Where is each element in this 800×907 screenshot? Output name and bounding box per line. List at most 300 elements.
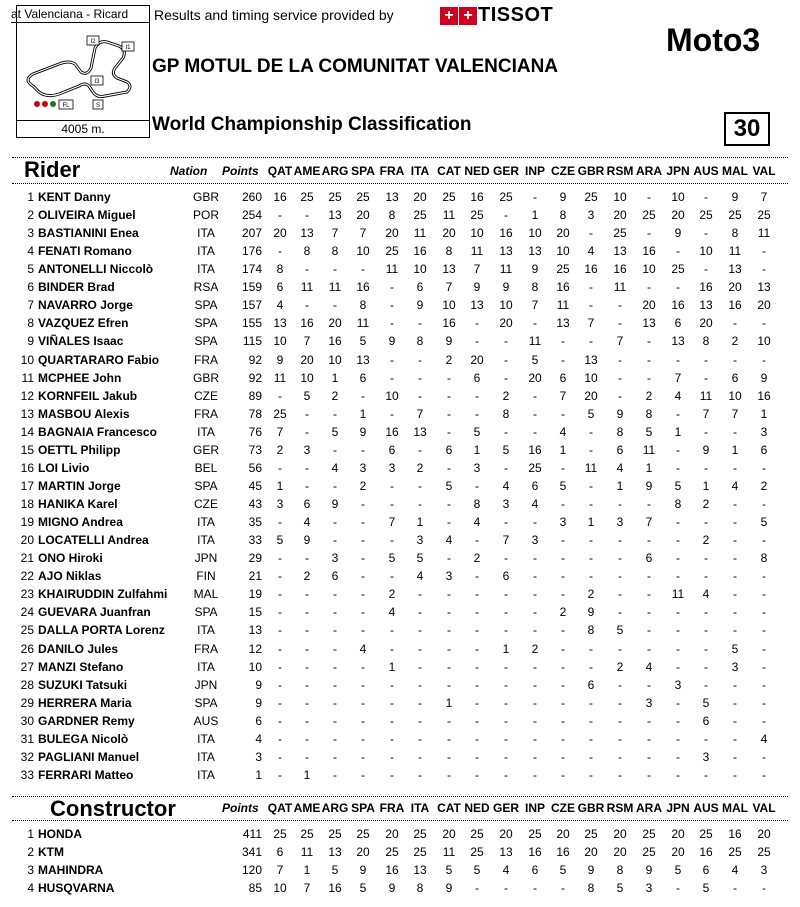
race-result: - xyxy=(278,551,282,566)
circuit-panel xyxy=(11,5,150,138)
race-result: 4 xyxy=(416,569,424,584)
total-points: 411 xyxy=(242,827,262,841)
race-result: - xyxy=(447,731,451,746)
map-label-i2: I2 xyxy=(90,39,96,45)
race-result: - xyxy=(475,569,479,584)
nation: ITA xyxy=(197,226,215,241)
race-result: - xyxy=(533,424,537,439)
race-result: 4 xyxy=(616,460,624,475)
constructor-points-header: Points xyxy=(222,801,259,815)
race-header-mal: MAL xyxy=(722,164,748,178)
race-result: 7 xyxy=(559,388,567,403)
race-result: 16 xyxy=(385,424,399,439)
nation: ITA xyxy=(197,533,215,548)
race-result: 13 xyxy=(757,280,771,295)
race-result: 8 xyxy=(531,280,539,295)
race-result: 25 xyxy=(499,190,513,204)
race-result: - xyxy=(447,587,451,602)
race-result: 20 xyxy=(328,316,342,331)
race-result: 2 xyxy=(531,641,539,656)
table-row xyxy=(0,825,800,843)
race-result: - xyxy=(676,641,680,656)
map-label-s: S xyxy=(95,103,101,109)
nation: FRA xyxy=(194,352,218,367)
race-result: 10 xyxy=(728,388,742,403)
race-result: - xyxy=(733,497,737,512)
race-result: 9 xyxy=(388,334,396,349)
race-result: 13 xyxy=(613,244,627,259)
race-result: - xyxy=(447,370,451,385)
race-result: 4 xyxy=(331,460,339,475)
race-result: 11 xyxy=(528,334,542,349)
race-result: 10 xyxy=(385,388,399,403)
rider-name: ANTONELLI Niccolò xyxy=(38,262,154,277)
total-points: 115 xyxy=(242,334,262,349)
race-result: 6 xyxy=(359,370,367,385)
race-result: 6 xyxy=(587,677,595,692)
divider xyxy=(12,183,788,184)
total-points: 6 xyxy=(255,713,262,728)
race-result: - xyxy=(418,767,422,782)
race-result: - xyxy=(704,352,708,367)
race-result: - xyxy=(676,623,680,638)
race-result: - xyxy=(618,298,622,313)
race-result: 2 xyxy=(331,388,339,403)
total-points: 4 xyxy=(255,731,262,746)
race-result: 9 xyxy=(331,497,339,512)
race-result: - xyxy=(533,881,537,895)
race-result: 5 xyxy=(616,623,624,638)
race-result: 3 xyxy=(760,424,768,439)
race-result: 5 xyxy=(674,863,682,877)
race-result: 5 xyxy=(559,863,567,877)
race-result: 25 xyxy=(556,262,570,277)
race-result: - xyxy=(475,334,479,349)
race-result: 6 xyxy=(531,478,539,493)
race-result: 9 xyxy=(559,190,567,204)
table-row xyxy=(0,748,800,766)
race-result: 7 xyxy=(531,298,539,313)
race-result: 11 xyxy=(470,244,484,259)
race-result: - xyxy=(589,569,593,584)
nation: BEL xyxy=(194,460,218,475)
race-result: 2 xyxy=(303,569,311,584)
race-result: 25 xyxy=(584,190,598,204)
race-result: 8 xyxy=(702,334,710,349)
total-points: 35 xyxy=(248,515,262,530)
race-result: 25 xyxy=(642,208,656,223)
race-result: - xyxy=(278,587,282,602)
race-result: - xyxy=(390,767,394,782)
race-result: - xyxy=(676,280,680,295)
race-result: - xyxy=(333,731,337,746)
race-result: - xyxy=(533,713,537,728)
race-result: - xyxy=(589,551,593,566)
race-result: - xyxy=(475,731,479,746)
nation: ITA xyxy=(197,749,215,764)
total-points: 254 xyxy=(241,208,262,223)
race-result: - xyxy=(278,460,282,475)
race-result: 1 xyxy=(559,442,567,457)
race-result: - xyxy=(390,280,394,295)
race-result: 20 xyxy=(671,827,685,841)
position: 26 xyxy=(20,641,34,656)
race-result: - xyxy=(533,659,537,674)
race-result: - xyxy=(475,605,479,620)
position: 30 xyxy=(20,713,34,728)
rider-name: FERRARI Matteo xyxy=(38,767,134,782)
race-result: 5 xyxy=(531,352,539,367)
race-result: 2 xyxy=(587,587,595,602)
race-result: 3 xyxy=(731,659,739,674)
race-result: 9 xyxy=(674,226,682,241)
table-row xyxy=(0,676,800,694)
race-result: 11 xyxy=(413,226,427,241)
race-result: - xyxy=(447,424,451,439)
race-result: - xyxy=(475,533,479,548)
race-header-ned: NED xyxy=(464,801,490,815)
rider-name: NAVARRO Jorge xyxy=(38,298,133,313)
position: 19 xyxy=(20,515,34,530)
round-number: 30 xyxy=(724,112,770,146)
rider-name: GARDNER Remy xyxy=(38,713,135,728)
race-result: 16 xyxy=(273,190,287,204)
race-result: - xyxy=(533,605,537,620)
race-result: 6 xyxy=(303,497,311,512)
race-result: 7 xyxy=(702,406,710,421)
race-result: 9 xyxy=(616,406,624,421)
total-points: 78 xyxy=(248,406,262,421)
race-result: 5 xyxy=(760,515,768,530)
race-result: - xyxy=(733,569,737,584)
race-result: - xyxy=(762,605,766,620)
race-result: 6 xyxy=(674,316,682,331)
race-result: 6 xyxy=(760,442,768,457)
race-result: 16 xyxy=(470,190,484,204)
race-result: 3 xyxy=(473,460,481,475)
race-result: 16 xyxy=(528,442,542,457)
race-result: - xyxy=(447,713,451,728)
divider xyxy=(12,820,788,821)
race-result: 2 xyxy=(731,334,739,349)
table-row xyxy=(0,585,800,603)
nation: GBR xyxy=(192,370,219,385)
position: 11 xyxy=(21,370,34,385)
total-points: 15 xyxy=(248,605,262,620)
total-points: 9 xyxy=(255,677,262,692)
race-result: 1 xyxy=(303,767,311,782)
race-result: 20 xyxy=(613,845,627,859)
race-result: - xyxy=(561,881,565,895)
rider-name: KHAIRUDDIN Zulfahmi xyxy=(38,587,168,602)
map-label-i3: I3 xyxy=(94,79,100,85)
race-result: 25 xyxy=(470,827,484,841)
race-result: 11 xyxy=(300,845,314,859)
race-result: 16 xyxy=(499,226,513,241)
nation: ITA xyxy=(197,515,215,530)
race-result: - xyxy=(305,262,309,277)
provided-by-text: Results and timing service provided by xyxy=(154,7,394,23)
rider-name: AJO Niklas xyxy=(38,569,102,584)
race-result: - xyxy=(561,569,565,584)
race-result: - xyxy=(333,749,337,764)
race-result: 10 xyxy=(499,298,513,313)
race-result: 20 xyxy=(528,370,542,385)
race-result: - xyxy=(762,352,766,367)
race-result: 9 xyxy=(445,881,453,895)
race-result: 5 xyxy=(502,442,510,457)
race-result: - xyxy=(418,497,422,512)
position: 1 xyxy=(27,827,34,841)
race-result: - xyxy=(733,749,737,764)
race-header-ned: NED xyxy=(464,164,490,178)
race-result: - xyxy=(704,370,708,385)
rider-name: KENT Danny xyxy=(38,190,111,204)
race-result: 1 xyxy=(731,442,739,457)
position: 23 xyxy=(20,587,34,602)
race-result: - xyxy=(589,442,593,457)
race-result: 5 xyxy=(674,478,682,493)
race-result: - xyxy=(475,623,479,638)
race-result: 2 xyxy=(416,460,424,475)
race-result: - xyxy=(475,881,479,895)
race-header-mal: MAL xyxy=(722,801,748,815)
race-result: - xyxy=(278,641,282,656)
position: 12 xyxy=(20,388,34,403)
race-result: - xyxy=(704,569,708,584)
race-result: 16 xyxy=(528,845,542,859)
race-result: 25 xyxy=(300,827,314,841)
nation: ITA xyxy=(197,767,215,782)
race-result: 13 xyxy=(385,190,399,204)
race-result: 6 xyxy=(473,370,481,385)
race-result: - xyxy=(278,244,282,259)
race-result: 25 xyxy=(613,226,627,241)
race-result: 1 xyxy=(702,478,710,493)
race-result: - xyxy=(305,641,309,656)
race-result: 13 xyxy=(273,316,287,331)
race-result: 11 xyxy=(757,226,771,241)
race-result: 8 xyxy=(674,497,682,512)
race-result: 16 xyxy=(556,280,570,295)
table-row xyxy=(0,712,800,730)
race-result: 4 xyxy=(388,605,396,620)
race-result: 13 xyxy=(413,424,427,439)
race-result: - xyxy=(504,551,508,566)
nation: SPA xyxy=(194,605,218,620)
race-result: 1 xyxy=(616,478,624,493)
race-result: 5 xyxy=(702,695,710,710)
race-result: - xyxy=(733,713,737,728)
race-result: 2 xyxy=(502,388,510,403)
nation: ITA xyxy=(197,731,215,746)
race-result: 3 xyxy=(702,749,710,764)
race-result: 8 xyxy=(473,497,481,512)
race-result: 20 xyxy=(671,845,685,859)
race-result: - xyxy=(762,749,766,764)
race-result: - xyxy=(278,659,282,674)
position: 27 xyxy=(20,659,34,674)
race-result: 20 xyxy=(728,280,742,295)
table-row xyxy=(0,879,800,897)
table-row xyxy=(0,314,800,332)
race-result: 10 xyxy=(642,262,656,277)
race-header-rsm: RSM xyxy=(606,801,634,815)
race-result: - xyxy=(561,713,565,728)
race-result: 10 xyxy=(300,370,314,385)
race-result: 25 xyxy=(413,208,427,223)
race-result: - xyxy=(704,460,708,475)
race-result: 1 xyxy=(331,370,339,385)
race-result: - xyxy=(733,731,737,746)
position: 8 xyxy=(27,316,34,331)
race-result: 25 xyxy=(300,190,314,204)
race-header-ger: GER xyxy=(492,801,519,815)
race-result: - xyxy=(533,569,537,584)
race-result: - xyxy=(305,551,309,566)
nation: MAL xyxy=(193,587,219,602)
race-result: 2 xyxy=(702,497,710,512)
race-result: 25 xyxy=(642,827,656,841)
total-points: 174 xyxy=(241,262,262,277)
table-row xyxy=(0,477,800,495)
position: 3 xyxy=(27,863,34,877)
table-row xyxy=(0,658,800,676)
race-result: - xyxy=(333,641,337,656)
race-result: - xyxy=(333,605,337,620)
race-result: 11 xyxy=(613,280,627,295)
race-result: 6 xyxy=(645,551,653,566)
race-result: - xyxy=(475,659,479,674)
rider-name: HERRERA Maria xyxy=(38,695,132,710)
rider-name: MANZI Stefano xyxy=(38,659,124,674)
constructor-table-title: Constructor xyxy=(50,796,176,821)
total-points: 45 xyxy=(248,478,262,493)
race-result: 25 xyxy=(470,845,484,859)
race-result: 11 xyxy=(699,388,713,403)
race-result: - xyxy=(361,551,365,566)
race-result: - xyxy=(447,497,451,512)
nation: FRA xyxy=(194,641,218,656)
race-result: - xyxy=(647,677,651,692)
race-result: - xyxy=(504,731,508,746)
race-result: - xyxy=(504,713,508,728)
race-result: - xyxy=(278,695,282,710)
race-result: 20 xyxy=(642,298,656,313)
race-result: - xyxy=(447,749,451,764)
race-result: - xyxy=(704,731,708,746)
race-result: - xyxy=(618,587,622,602)
race-result: 6 xyxy=(416,280,424,295)
race-header-cat: CAT xyxy=(437,801,461,815)
race-result: 13 xyxy=(499,244,513,259)
race-result: - xyxy=(278,605,282,620)
position: 9 xyxy=(27,334,34,349)
race-result: 25 xyxy=(385,244,399,259)
race-result: - xyxy=(278,677,282,692)
table-row xyxy=(0,843,800,861)
race-result: - xyxy=(704,659,708,674)
race-result: - xyxy=(647,641,651,656)
table-row xyxy=(0,531,800,549)
race-result: 10 xyxy=(757,334,771,349)
race-result: 8 xyxy=(276,262,284,277)
race-result: - xyxy=(418,352,422,367)
total-points: 1 xyxy=(255,767,262,782)
race-result: - xyxy=(475,406,479,421)
constructor-name: HONDA xyxy=(38,827,82,841)
race-result: - xyxy=(278,749,282,764)
race-result: - xyxy=(589,713,593,728)
race-header-val: VAL xyxy=(752,801,776,815)
race-result: - xyxy=(647,280,651,295)
map-label-i1: I1 xyxy=(125,45,131,51)
table-row xyxy=(0,206,800,224)
race-result: - xyxy=(305,478,309,493)
race-result: 5 xyxy=(645,424,653,439)
race-result: 4 xyxy=(559,424,567,439)
race-result: - xyxy=(504,623,508,638)
race-result: 16 xyxy=(328,334,342,349)
race-result: - xyxy=(647,749,651,764)
race-result: - xyxy=(504,352,508,367)
race-result: 11 xyxy=(328,280,342,295)
race-result: 8 xyxy=(587,881,595,895)
race-result: - xyxy=(361,262,365,277)
race-result: 7 xyxy=(303,334,311,349)
race-result: - xyxy=(504,677,508,692)
race-result: 3 xyxy=(760,863,768,877)
table-row xyxy=(0,351,800,369)
race-result: 25 xyxy=(356,827,370,841)
race-result: 4 xyxy=(276,298,284,313)
race-result: - xyxy=(762,881,766,895)
circuit-length: 4005 m. xyxy=(17,120,149,137)
race-result: - xyxy=(589,478,593,493)
table-row xyxy=(0,278,800,296)
race-result: 20 xyxy=(556,827,570,841)
race-result: - xyxy=(418,641,422,656)
race-result: - xyxy=(704,605,708,620)
table-row xyxy=(0,423,800,441)
race-result: 20 xyxy=(556,226,570,241)
race-result: 5 xyxy=(473,863,481,877)
race-result: 3 xyxy=(276,497,284,512)
nation: ITA xyxy=(197,244,215,259)
race-result: 2 xyxy=(616,659,624,674)
race-result: - xyxy=(504,767,508,782)
race-result: - xyxy=(533,677,537,692)
race-result: 11 xyxy=(671,587,685,602)
race-result: - xyxy=(589,659,593,674)
race-result: - xyxy=(333,767,337,782)
race-result: 2 xyxy=(445,352,453,367)
race-result: - xyxy=(533,190,537,204)
rider-name: LOCATELLI Andrea xyxy=(38,533,149,548)
race-result: - xyxy=(447,767,451,782)
nation: SPA xyxy=(194,478,218,493)
race-result: 3 xyxy=(531,533,539,548)
race-result: 9 xyxy=(645,478,653,493)
total-points: 85 xyxy=(248,881,262,895)
race-result: 25 xyxy=(413,845,427,859)
race-result: - xyxy=(618,713,622,728)
race-result: 5 xyxy=(731,641,739,656)
table-row xyxy=(0,441,800,459)
table-row xyxy=(0,766,800,784)
rider-name: MASBOU Alexis xyxy=(38,406,130,421)
race-result: 10 xyxy=(528,226,542,241)
